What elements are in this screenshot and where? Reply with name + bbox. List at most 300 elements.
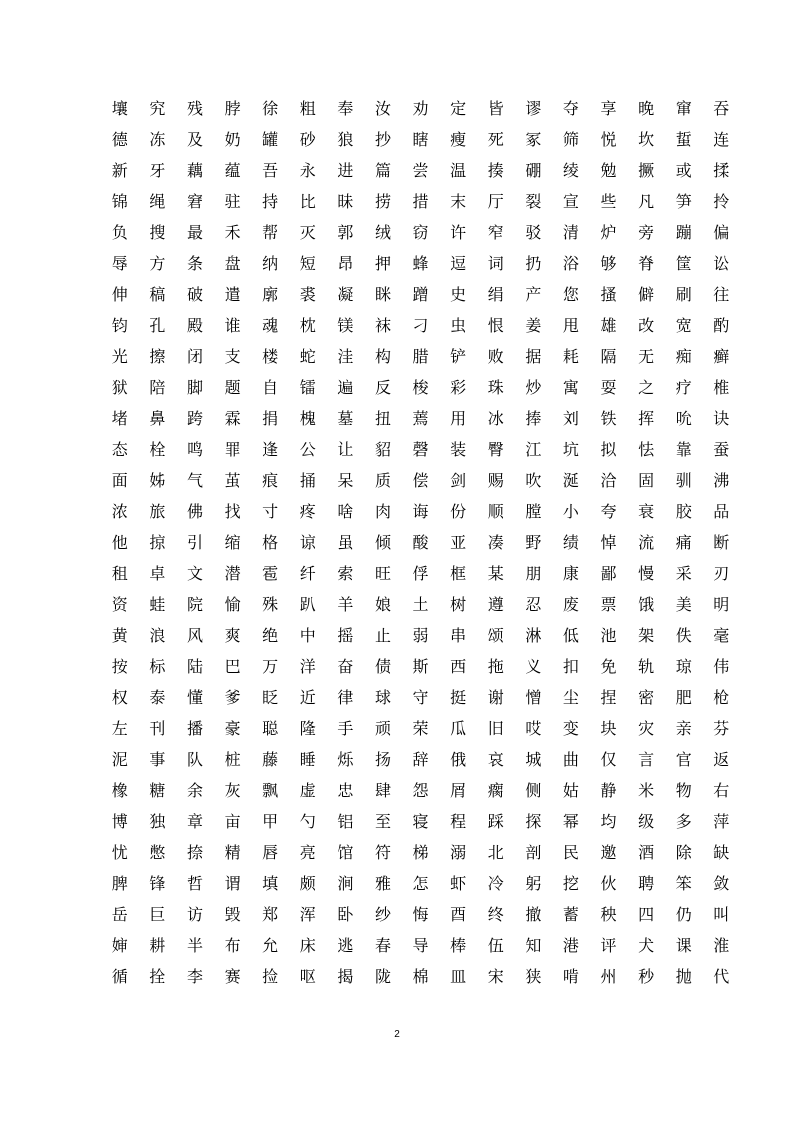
character: 奋: [337, 657, 354, 676]
character: 级: [638, 812, 655, 831]
character: 院: [186, 595, 203, 614]
character: 裂: [525, 192, 542, 211]
character: 狼: [337, 130, 354, 149]
character: 均: [600, 812, 617, 831]
character: 架: [638, 626, 655, 645]
character: 耕: [149, 936, 166, 955]
character: 寓: [562, 378, 579, 397]
character: 逃: [337, 936, 354, 955]
character: 冰: [487, 409, 504, 428]
character: 僻: [638, 285, 655, 304]
character: 鸣: [186, 440, 203, 459]
character: 止: [374, 626, 391, 645]
character: 光: [111, 347, 128, 366]
character: 串: [450, 626, 467, 645]
character: 城: [525, 750, 542, 769]
character: 馆: [337, 843, 354, 862]
character: 引: [186, 533, 203, 552]
character: 耗: [562, 347, 579, 366]
character: 据: [525, 347, 542, 366]
character: 终: [487, 905, 504, 924]
character: 他: [111, 533, 128, 552]
character: 谓: [224, 874, 241, 893]
character: 寝: [412, 812, 429, 831]
character: 死: [487, 130, 504, 149]
character: 衰: [638, 502, 655, 521]
character: 羊: [337, 595, 354, 614]
char-row: [101, 682, 740, 713]
char-row: [101, 620, 740, 651]
character: 宣: [562, 192, 579, 211]
character: 床: [299, 936, 316, 955]
character: 弱: [412, 626, 429, 645]
character: 虽: [337, 533, 354, 552]
character: 冷: [487, 874, 504, 893]
character: 探: [525, 812, 542, 831]
character: 饿: [638, 595, 655, 614]
character: 扔: [525, 254, 542, 273]
character: 酸: [412, 533, 429, 552]
character: 朋: [525, 564, 542, 583]
character: 勉: [600, 161, 617, 180]
character: 押: [374, 254, 391, 273]
character: 偿: [412, 471, 429, 490]
character: 俘: [412, 564, 429, 583]
character: 纤: [299, 564, 316, 583]
character: 凡: [638, 192, 655, 211]
character: 鄙: [600, 564, 617, 583]
character: 篇: [374, 161, 391, 180]
character: 逢: [262, 440, 279, 459]
character: 连: [713, 130, 730, 149]
character: 藕: [186, 161, 203, 180]
character: 吾: [262, 161, 279, 180]
character: 返: [713, 750, 730, 769]
character: 臀: [487, 440, 504, 459]
character: 纳: [262, 254, 279, 273]
character: 代: [713, 967, 730, 986]
char-row: [101, 496, 740, 527]
character: 哀: [487, 750, 504, 769]
character: 谅: [299, 533, 316, 552]
character: 淮: [713, 936, 730, 955]
character: 屑: [450, 781, 467, 800]
character: 流: [638, 533, 655, 552]
character: 剖: [525, 843, 542, 862]
character: 冻: [149, 130, 166, 149]
character: 笋: [675, 192, 692, 211]
character: 巴: [224, 657, 241, 676]
character: 桩: [224, 750, 241, 769]
character: 球: [374, 688, 391, 707]
character: 偏: [713, 223, 730, 242]
character: 瞎: [412, 130, 429, 149]
char-row: [101, 403, 740, 434]
character: 顽: [374, 719, 391, 738]
character: 措: [412, 192, 429, 211]
character: 定: [450, 99, 467, 118]
char-row: [101, 186, 740, 217]
character: 赛: [224, 967, 241, 986]
character: 辞: [412, 750, 429, 769]
character: 斯: [412, 657, 429, 676]
character: 气: [186, 471, 203, 490]
character: 李: [186, 967, 203, 986]
character: 潜: [224, 564, 241, 583]
character: 叫: [713, 905, 730, 924]
character: 怨: [412, 781, 429, 800]
character: 蜂: [412, 254, 429, 273]
character: 忍: [525, 595, 542, 614]
character: 刊: [149, 719, 166, 738]
character: 队: [186, 750, 203, 769]
character: 疗: [675, 378, 692, 397]
character: 吮: [675, 409, 692, 428]
char-row: [101, 837, 740, 868]
character: 灰: [224, 781, 241, 800]
character: 锋: [149, 874, 166, 893]
character: 壤: [111, 99, 128, 118]
character: 面: [111, 471, 128, 490]
char-row: [101, 651, 740, 682]
character: 旅: [149, 502, 166, 521]
character: 纱: [374, 905, 391, 924]
character: 梭: [412, 378, 429, 397]
character: 汝: [374, 99, 391, 118]
character: 绩: [562, 533, 579, 552]
character: 蕴: [224, 161, 241, 180]
character: 新: [111, 161, 128, 180]
character: 允: [262, 936, 279, 955]
character: 腊: [412, 347, 429, 366]
character: 布: [224, 936, 241, 955]
character: 粗: [299, 99, 316, 118]
character: 灭: [299, 223, 316, 242]
character: 罐: [262, 130, 279, 149]
character: 亲: [675, 719, 692, 738]
character: 之: [638, 378, 655, 397]
char-row: [101, 465, 740, 496]
character: 捅: [299, 471, 316, 490]
character: 负: [111, 223, 128, 242]
character: 扭: [374, 409, 391, 428]
character: 筐: [675, 254, 692, 273]
character: 昂: [337, 254, 354, 273]
character: 隔: [600, 347, 617, 366]
character: 孔: [149, 316, 166, 335]
character-grid: [101, 93, 740, 992]
character: 秒: [638, 967, 655, 986]
character: 轨: [638, 657, 655, 676]
character: 或: [675, 161, 692, 180]
character: 忧: [111, 843, 128, 862]
character: 框: [450, 564, 467, 583]
character: 夺: [562, 99, 579, 118]
character: 符: [374, 843, 391, 862]
character: 构: [374, 347, 391, 366]
character: 窄: [487, 223, 504, 242]
character: 享: [600, 99, 617, 118]
character: 哲: [186, 874, 203, 893]
character: 许: [450, 223, 467, 242]
character: 虫: [450, 316, 467, 335]
character: 刃: [713, 564, 730, 583]
character: 导: [412, 936, 429, 955]
character: 进: [337, 161, 354, 180]
character: 事: [149, 750, 166, 769]
character: 跨: [186, 409, 203, 428]
character: 树: [450, 595, 467, 614]
page-number: 2: [394, 1029, 400, 1040]
character: 您: [562, 285, 579, 304]
character: 硼: [525, 161, 542, 180]
character: 稿: [149, 285, 166, 304]
character: 宽: [675, 316, 692, 335]
character: 婶: [111, 936, 128, 955]
character: 砂: [299, 130, 316, 149]
character: 风: [186, 626, 203, 645]
character: 末: [450, 192, 467, 211]
character: 蚕: [713, 440, 730, 459]
char-row: [101, 93, 740, 124]
character: 刘: [562, 409, 579, 428]
character: 绝: [262, 626, 279, 645]
character: 坎: [638, 130, 655, 149]
character: 曲: [562, 750, 579, 769]
character: 烁: [337, 750, 354, 769]
character: 铝: [337, 812, 354, 831]
character: 伙: [600, 874, 617, 893]
character: 浪: [149, 626, 166, 645]
character: 春: [374, 936, 391, 955]
character: 谁: [224, 316, 241, 335]
character: 驳: [525, 223, 542, 242]
character: 痕: [262, 471, 279, 490]
character: 怯: [638, 440, 655, 459]
character: 枪: [713, 688, 730, 707]
character: 奶: [224, 130, 241, 149]
character: 绢: [487, 285, 504, 304]
character: 美: [675, 595, 692, 614]
character: 扣: [562, 657, 579, 676]
character: 芬: [713, 719, 730, 738]
character: 索: [337, 564, 354, 583]
character: 博: [111, 812, 128, 831]
character: 驻: [224, 192, 241, 211]
character: 溺: [450, 843, 467, 862]
character: 态: [111, 440, 128, 459]
character: 肉: [374, 502, 391, 521]
character: 捡: [262, 967, 279, 986]
character: 用: [450, 409, 467, 428]
char-row: [101, 279, 740, 310]
character: 黄: [111, 626, 128, 645]
character: 寸: [262, 502, 279, 521]
character: 躬: [525, 874, 542, 893]
character: 讼: [713, 254, 730, 273]
character: 帮: [262, 223, 279, 242]
character: 勺: [299, 812, 316, 831]
char-row: [101, 217, 740, 248]
character: 撅: [638, 161, 655, 180]
character: 吞: [713, 99, 730, 118]
character: 绳: [149, 192, 166, 211]
character: 椎: [713, 378, 730, 397]
character: 明: [713, 595, 730, 614]
character: 捞: [374, 192, 391, 211]
character: 四: [638, 905, 655, 924]
character: 永: [299, 161, 316, 180]
character: 变: [562, 719, 579, 738]
character: 挥: [638, 409, 655, 428]
character: 拎: [713, 192, 730, 211]
character: 佛: [186, 502, 203, 521]
character: 郭: [337, 223, 354, 242]
character: 爹: [224, 688, 241, 707]
character: 残: [186, 99, 203, 118]
character: 捺: [186, 843, 203, 862]
character: 卧: [337, 905, 354, 924]
character: 巨: [149, 905, 166, 924]
character: 份: [450, 502, 467, 521]
character: 亮: [299, 843, 316, 862]
character: 亩: [224, 812, 241, 831]
character: 雄: [600, 316, 617, 335]
character: 评: [600, 936, 617, 955]
character: 缩: [224, 533, 241, 552]
character: 租: [111, 564, 128, 583]
character: 藤: [262, 750, 279, 769]
character: 低: [562, 626, 579, 645]
character: 宋: [487, 967, 504, 986]
char-row: [101, 155, 740, 186]
character: 多: [675, 812, 692, 831]
char-row: [101, 434, 740, 465]
character: 狭: [525, 967, 542, 986]
character: 枕: [299, 316, 316, 335]
character: 票: [600, 595, 617, 614]
character: 脾: [111, 874, 128, 893]
character: 蛙: [149, 595, 166, 614]
character: 憎: [525, 688, 542, 707]
character: 土: [412, 595, 429, 614]
character: 往: [713, 285, 730, 304]
character: 铁: [600, 409, 617, 428]
character: 裘: [299, 285, 316, 304]
character: 拟: [600, 440, 617, 459]
character: 霖: [224, 409, 241, 428]
character: 近: [299, 688, 316, 707]
character: 殊: [262, 595, 279, 614]
character: 瓜: [450, 719, 467, 738]
character: 比: [299, 192, 316, 211]
character: 格: [262, 533, 279, 552]
character: 疼: [299, 502, 316, 521]
character: 西: [450, 657, 467, 676]
character: 酉: [450, 905, 467, 924]
character: 亚: [450, 533, 467, 552]
character: 徐: [262, 99, 279, 118]
character: 脊: [638, 254, 655, 273]
character: 律: [337, 688, 354, 707]
character: 破: [186, 285, 203, 304]
character: 梯: [412, 843, 429, 862]
character: 磬: [412, 440, 429, 459]
character: 雅: [374, 874, 391, 893]
character: 萍: [713, 812, 730, 831]
character: 采: [675, 564, 692, 583]
char-row: [101, 899, 740, 930]
character: 涎: [562, 471, 579, 490]
character: 彩: [450, 378, 467, 397]
character: 棒: [450, 936, 467, 955]
character: 姊: [149, 471, 166, 490]
character: 德: [111, 130, 128, 149]
character: 自: [262, 378, 279, 397]
character: 秧: [600, 905, 617, 924]
character: 挺: [450, 688, 467, 707]
character: 皆: [487, 99, 504, 118]
character: 赐: [487, 471, 504, 490]
character: 无: [638, 347, 655, 366]
character: 按: [111, 657, 128, 676]
character: 蹭: [412, 285, 429, 304]
character: 廓: [262, 285, 279, 304]
character: 癣: [713, 347, 730, 366]
character: 诀: [713, 409, 730, 428]
character: 品: [713, 502, 730, 521]
character: 痴: [675, 347, 692, 366]
character: 搜: [149, 223, 166, 242]
character: 独: [149, 812, 166, 831]
character: 脖: [224, 99, 241, 118]
character: 清: [562, 223, 579, 242]
character: 池: [600, 626, 617, 645]
character: 坑: [562, 440, 579, 459]
character: 仍: [675, 905, 692, 924]
character: 揉: [713, 161, 730, 180]
character: 知: [525, 936, 542, 955]
character: 眨: [262, 688, 279, 707]
character: 凑: [487, 533, 504, 552]
character: 肆: [374, 781, 391, 800]
character: 浓: [111, 502, 128, 521]
char-row: [101, 589, 740, 620]
character: 娘: [374, 595, 391, 614]
character: 产: [525, 285, 542, 304]
character: 糖: [149, 781, 166, 800]
character: 镭: [299, 378, 316, 397]
character: 程: [450, 812, 467, 831]
character: 蔫: [412, 409, 429, 428]
character: 究: [149, 99, 166, 118]
character: 逗: [450, 254, 467, 273]
character: 耍: [600, 378, 617, 397]
character: 刷: [675, 285, 692, 304]
character: 搔: [600, 285, 617, 304]
character: 仅: [600, 750, 617, 769]
character: 败: [487, 347, 504, 366]
character: 棉: [412, 967, 429, 986]
character: 左: [111, 719, 128, 738]
character: 蹦: [675, 223, 692, 242]
character: 靠: [675, 440, 692, 459]
character: 甩: [562, 316, 579, 335]
char-row: [101, 713, 740, 744]
char-row: [101, 868, 740, 899]
character: 憋: [149, 843, 166, 862]
character: 夸: [600, 502, 617, 521]
